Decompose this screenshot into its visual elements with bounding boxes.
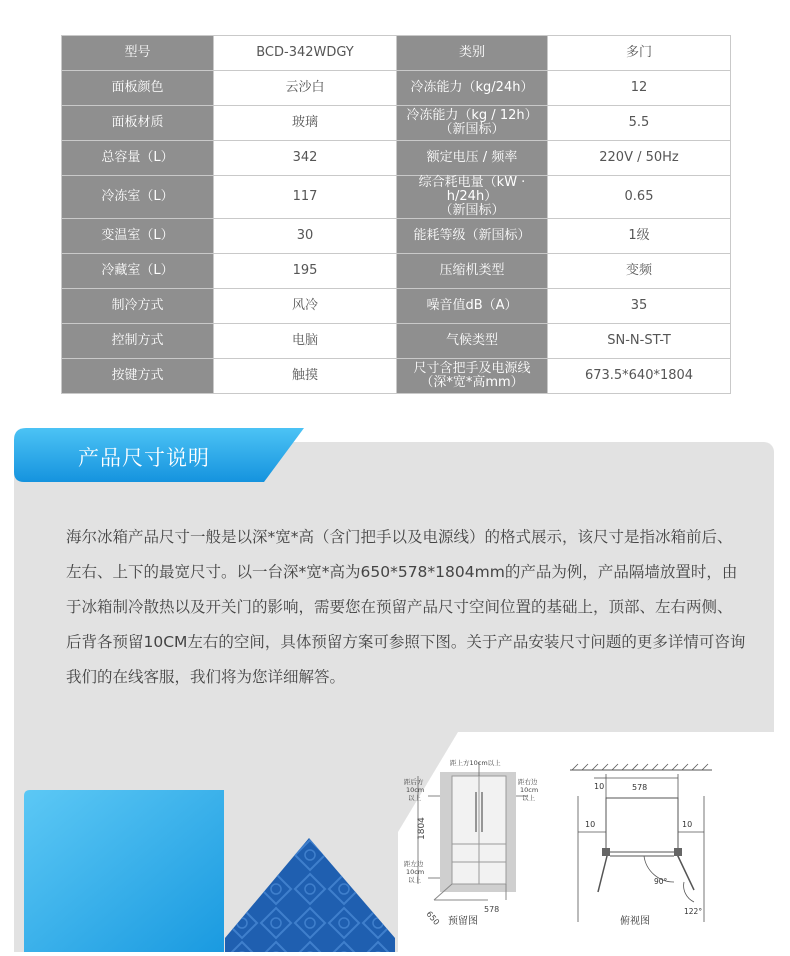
spec-value: 1级 xyxy=(548,219,731,254)
front-depth-label: 650 xyxy=(424,909,442,927)
spec-value: 电脑 xyxy=(214,324,397,359)
spec-key: 变温室（L） xyxy=(62,219,214,254)
spec-value: 触摸 xyxy=(214,359,397,394)
front-back-note-2: 10cm xyxy=(406,786,425,794)
front-right-note-2: 10cm xyxy=(520,786,539,794)
front-left-note-3: 以上 xyxy=(408,876,421,884)
spec-key-line: 气候类型 xyxy=(445,333,498,348)
spec-key: 控制方式 xyxy=(62,324,214,359)
section-title: 产品尺寸说明 xyxy=(78,446,210,470)
spec-key: 面板材质 xyxy=(62,106,214,141)
spec-table xyxy=(61,35,731,394)
spec-key-line-2: （新国标） xyxy=(439,203,505,218)
front-back-note-3: 以上 xyxy=(408,794,421,802)
spec-key: 型号 xyxy=(62,36,214,71)
spec-key-line: 噪音值dB（A） xyxy=(426,298,518,313)
top-angle-90-label: 90° xyxy=(654,877,668,886)
spec-key-line-2: （新国标） xyxy=(439,122,505,137)
spec-key xyxy=(397,289,548,324)
spec-key-line: 额定电压 / 频率 xyxy=(426,150,518,165)
top-caption: 俯视图 xyxy=(620,916,650,927)
spec-value: SN-N-ST-T xyxy=(548,324,731,359)
spec-key xyxy=(397,176,548,219)
spec-key: 冷冻室（L） xyxy=(62,176,214,219)
spec-key-line: 综合耗电量（kW · h/24h） xyxy=(418,175,526,204)
front-back-note-1: 距后方 xyxy=(404,778,424,786)
spec-value: 玻璃 xyxy=(214,106,397,141)
spec-table-body xyxy=(62,36,731,394)
front-height-label: 1804 xyxy=(417,817,427,840)
table-row xyxy=(62,36,731,71)
decorative-blue-shape xyxy=(24,790,224,952)
spec-value: 变频 xyxy=(548,254,731,289)
diagram-canvas xyxy=(398,732,774,952)
front-right-note-1: 距右边 xyxy=(518,778,538,786)
section-title-tab xyxy=(14,426,304,484)
table-row xyxy=(62,141,731,176)
front-caption: 预留图 xyxy=(448,916,478,927)
front-left-note-2: 10cm xyxy=(406,868,425,876)
size-description: 海尔冰箱产品尺寸一般是以深*宽*高（含门把手以及电源线）的格式展示，该尺寸是指冰箱前后、左右、上下的最宽尺寸。以一台深*宽*高为650*578*1804mm的产品为例，产品隔墙放置时，由于冰箱制冷散热以及开关门的影响，需要您在预留产品尺寸空间位置的基础上，顶部、左右两侧、后背各预留10CM左右的空间，具体预留方案可参照下图。关于产品安装尺寸问题的更多详情可咨询我们的在线客服，我们将为您详细解答。 xyxy=(66,528,746,686)
spec-key-line: 冷冻能力（kg/24h） xyxy=(410,80,534,95)
table-row xyxy=(62,176,731,219)
spec-value: 12 xyxy=(548,71,731,106)
spec-value: 35 xyxy=(548,289,731,324)
spec-key xyxy=(397,106,548,141)
spec-value: 117 xyxy=(214,176,397,219)
spec-key: 面板颜色 xyxy=(62,71,214,106)
spec-value: 220V / 50Hz xyxy=(548,141,731,176)
spec-key-line: 压缩机类型 xyxy=(439,263,505,278)
spec-key-line-2: （深*宽*高mm） xyxy=(420,375,524,390)
spec-value: 195 xyxy=(214,254,397,289)
table-row xyxy=(62,106,731,141)
spec-key: 按键方式 xyxy=(62,359,214,394)
table-row xyxy=(62,324,731,359)
spec-key xyxy=(397,254,548,289)
spec-value: 342 xyxy=(214,141,397,176)
front-top-note: 距上方10cm以上 xyxy=(450,759,501,767)
spec-key xyxy=(397,71,548,106)
spec-value: 多门 xyxy=(548,36,731,71)
top-width-label: 578 xyxy=(632,783,648,792)
spec-key xyxy=(397,36,548,71)
spec-value: 0.65 xyxy=(548,176,731,219)
spec-key: 制冷方式 xyxy=(62,289,214,324)
spec-value: 云沙白 xyxy=(214,71,397,106)
spec-key-line: 类别 xyxy=(458,45,485,60)
spec-key-line: 能耗等级（新国标） xyxy=(413,228,531,243)
spec-key xyxy=(397,359,548,394)
decorative-pattern-shape xyxy=(225,838,395,952)
table-row xyxy=(62,219,731,254)
top-right-gap-label: 10 xyxy=(682,820,693,829)
spec-value: 风冷 xyxy=(214,289,397,324)
front-left-note-1: 距左边 xyxy=(404,860,424,868)
spec-value: BCD-342WDGY xyxy=(214,36,397,71)
spec-key xyxy=(397,324,548,359)
spec-value: 30 xyxy=(214,219,397,254)
spec-key-line: 尺寸含把手及电源线 xyxy=(413,361,531,376)
table-row xyxy=(62,359,731,394)
table-row xyxy=(62,71,731,106)
front-width-label: 578 xyxy=(484,905,500,914)
spec-key: 冷藏室（L） xyxy=(62,254,214,289)
table-row xyxy=(62,289,731,324)
spec-key-line: 冷冻能力（kg / 12h） xyxy=(406,108,538,123)
dimension-diagram xyxy=(398,732,774,952)
spec-key xyxy=(397,141,548,176)
top-left-gap-label: 10 xyxy=(585,820,596,829)
top-gap-label: 10 xyxy=(594,782,605,791)
spec-value: 673.5*640*1804 xyxy=(548,359,731,394)
top-angle-122-label: 122° xyxy=(684,907,703,916)
spec-value: 5.5 xyxy=(548,106,731,141)
spec-key xyxy=(397,219,548,254)
front-right-note-3: 以上 xyxy=(522,794,535,802)
spec-key: 总容量（L） xyxy=(62,141,214,176)
table-row xyxy=(62,254,731,289)
